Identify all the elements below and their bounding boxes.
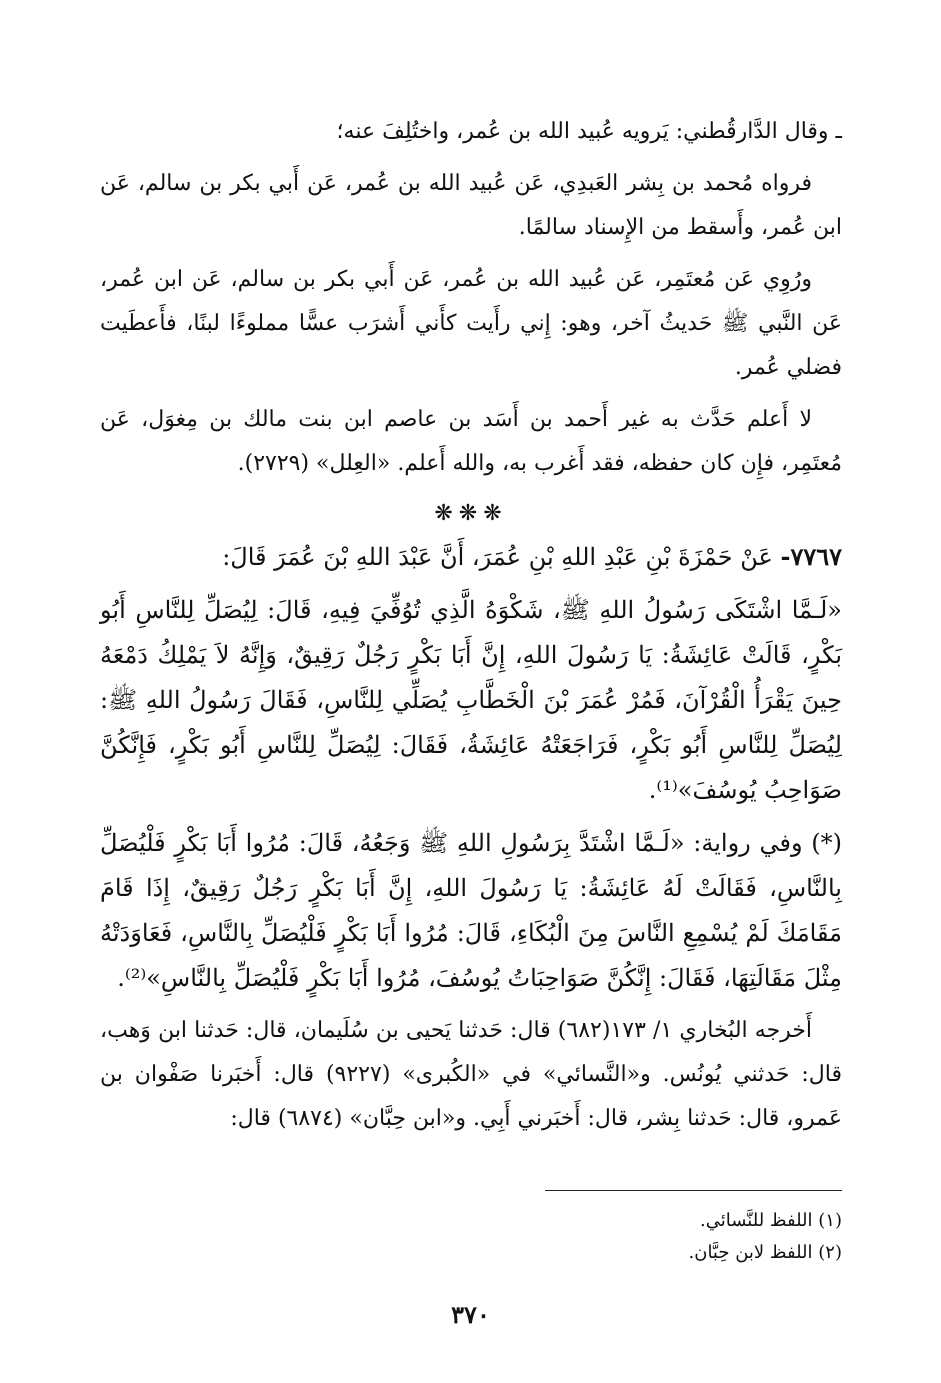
hadith-riwaya: (*) وفي رواية: «لَـمَّا اشْتَدَّ بِرَسُولِ اللهِ ﷺ وَجَعُهُ، قَالَ: مُرُوا أَبَا بَكْرٍ فَلْيُصَلِّ بِالنَّاسِ، فَقَالَتْ لَهُ عَائِشَةُ: يَا رَسُولَ اللهِ، إِنَّ أَبَا بَكْرٍ رَجُلٌ رَقِيقٌ، إِذَا قَامَ مَقَامَكَ لَمْ يُسْمِعِ النَّاسَ مِنَ الْبُكَاءِ، قَالَ: مُرُوا أَبَا بَكْرٍ فَلْيُصَلِّ بِالنَّاسِ، فَعَاوَدَتْهُ مِثْلَ مَقَالَتِهَا، فَقَالَ: إِنَّكُنَّ صَوَاحِبَاتُ يُوسُفَ، مُرُوا أَبَا بَكْرٍ فَلْيُصَلِّ بِالنَّاسِ»⁽²⁾. [100, 829, 842, 992]
hadith-takhrij: أَخرجه البُخاري ١/ ١٧٣(٦٨٢) قال: حَدثنا يَحيى بن سُلَيمان، قال: حَدثنا ابن وَهب، قال: حَدثني يُونُس. و«النَّسائي» في «الكُبرى» (٩٢٢٧) قال: أَخبَرنا صَفْوان بن عَمرو، قال: حَدثنا بِشر، قال: أَخبَرني أَبِي. و«ابن حِبَّان» (٦٨٧٤) قال: [100, 1018, 842, 1131]
page-body [100, 110, 842, 1350]
hadith-number: ٧٧٦٧- [780, 542, 842, 571]
commentary-paragraph-4: لا أَعلم حَدَّث به غير أَحمد بن أَسَد بن عاصم ابن بنت مالك بن مِغوَل، عَن مُعتَمِر، فإِن كان حفظه، فقد أَغرب به، والله أَعلم. «العِلل» (٢٧٢٩). [100, 407, 842, 476]
footnotes [242, 1205, 842, 1269]
section-separator: ❋❋❋ [434, 501, 508, 526]
hadith-text: «لَـمَّا اشْتَكَى رَسُولُ اللهِ ﷺ، شَكْوَهُ الَّذِي تُوُفِّيَ فِيهِ، قَالَ: لِيُصَلِّ لِلنَّاسِ أَبُو بَكْرٍ، قَالَتْ عَائِشَةُ: يَا رَسُولَ اللهِ، إِنَّ أَبَا بَكْرٍ رَجُلٌ رَقِيقٌ، وَإِنَّهُ لاَ يَمْلِكُ دَمْعَهُ حِينَ يَقْرَأُ الْقُرْآنَ، فَمُرْ عُمَرَ بْنَ الْخَطَّابِ يُصَلِّي لِلنَّاسِ، فَقَالَ رَسُولُ اللهِ ﷺ: لِيُصَلِّ لِلنَّاسِ أَبُو بَكْرٍ، فَرَاجَعَتْهُ عَائِشَةُ، فَقَالَ: لِيُصَلِّ لِلنَّاسِ أَبُو بَكْرٍ، فَإِنَّكُنَّ صَوَاحِبُ يُوسُفَ»⁽¹⁾. [100, 596, 842, 804]
hadith-isnad [100, 534, 842, 580]
footnote-divider [545, 1190, 842, 1191]
page-number: ٣٧٠ [451, 1300, 490, 1329]
hadith-isnad-text: عَنْ حَمْزَةَ بْنِ عَبْدِ اللهِ بْنِ عُمَرَ، أَنَّ عَبْدَ اللهِ بْنَ عُمَرَ قَالَ: [222, 543, 773, 571]
footnote-1: (١) اللفظ للنَّسائي. [700, 1210, 842, 1231]
footnote-2: (٢) اللفظ لابن حِبَّان. [688, 1242, 842, 1263]
commentary-paragraph-2: فرواه مُحمد بن بِشر العَبدِي، عَن عُبيد الله بن عُمر، عَن أَبي بكر بن سالم، عَن ابن عُمر، وأَسقط من الإِسناد سالمًا. [100, 171, 842, 240]
commentary-paragraph-1: ـ وقال الدَّارقُطني: يَرويه عُبيد الله بن عُمر، واختُلِفَ عنه؛ [336, 119, 842, 144]
commentary-paragraph-3: ورُوِي عَن مُعتَمِر، عَن عُبيد الله بن عُمر، عَن أَبي بكر بن سالم، عَن ابن عُمر، عَن النَّبي ﷺ حَديثُ آخر، وهو: إِني رأَيت كأَني أَشرَب عسًّا مملوءًا لبنًا، فأَعطَيت فضلي عُمر. [100, 267, 842, 380]
